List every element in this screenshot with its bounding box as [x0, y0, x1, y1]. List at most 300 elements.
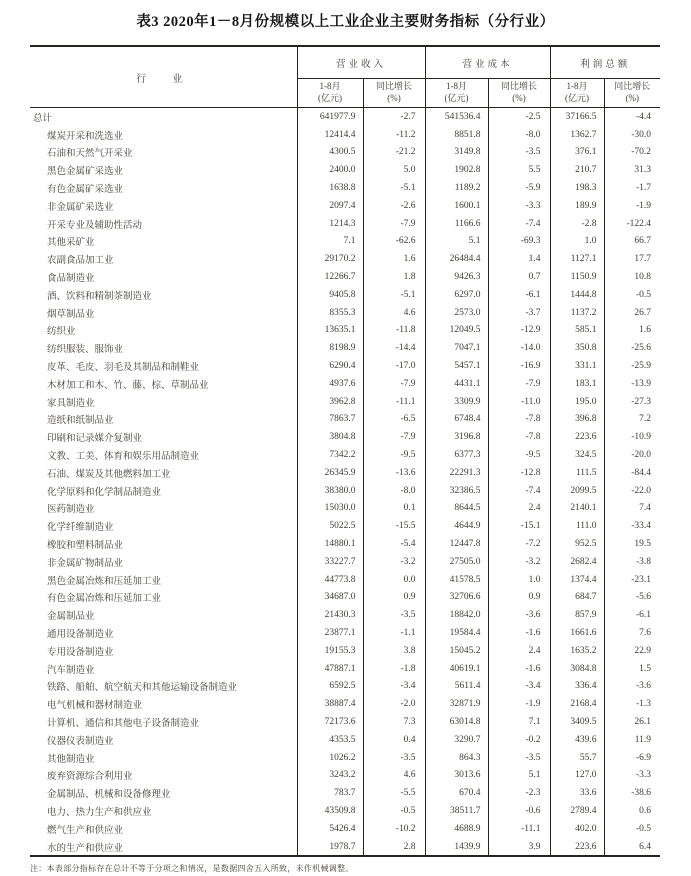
profit-growth-cell: -33.4 — [604, 517, 660, 535]
industry-name: 其他制造业 — [47, 754, 95, 765]
table-row — [30, 500, 660, 518]
cost-growth-cell: -7.8 — [488, 411, 550, 429]
revenue-growth-cell: -0.5 — [363, 802, 425, 820]
revenue-amount-cell: 3804.8 — [297, 428, 363, 446]
industry-name: 石油和天然气开采业 — [47, 149, 133, 160]
revenue-growth-cell: -11.2 — [363, 126, 425, 144]
profit-amount-cell: 2789.4 — [550, 802, 604, 820]
cost-amount-cell: 32386.5 — [425, 482, 488, 500]
revenue-amount-cell: 13635.1 — [297, 322, 363, 340]
revenue-amount-cell: 21430.3 — [297, 606, 363, 624]
cost-growth-cell: -3.3 — [488, 197, 550, 215]
profit-amount-cell: 127.0 — [550, 766, 604, 784]
table-row — [30, 517, 660, 535]
revenue-amount-cell: 641977.9 — [297, 108, 363, 126]
profit-growth-cell: -30.0 — [604, 126, 660, 144]
industry-name: 电力、热力生产和供应业 — [47, 807, 152, 818]
revenue-amount-cell: 3962.8 — [297, 393, 363, 411]
revenue-amount-cell: 29170.2 — [297, 250, 363, 268]
profit-amount-cell: 402.0 — [550, 820, 604, 838]
profit-growth-cell: 10.8 — [604, 268, 660, 286]
col-subheader-profit-growth — [604, 79, 660, 108]
revenue-growth-cell: 4.6 — [363, 304, 425, 322]
industry-name: 皮革、毛皮、羽毛及其制品和制鞋业 — [47, 363, 200, 374]
industry-name: 石油、煤炭及其他燃料加工业 — [47, 469, 171, 480]
revenue-growth-cell: -5.4 — [363, 535, 425, 553]
cost-amount-cell: 2573.0 — [425, 304, 488, 322]
revenue-growth-cell: -3.2 — [363, 553, 425, 571]
profit-amount-cell: 1444.8 — [550, 286, 604, 304]
col-header-industry: 行 业 — [30, 46, 297, 108]
cost-amount-cell: 5611.4 — [425, 678, 488, 696]
cost-amount-cell: 1189.2 — [425, 179, 488, 197]
subheader-line1: 同比增长 — [614, 81, 651, 92]
industry-name: 橡胶和塑料制品业 — [47, 541, 124, 552]
cost-growth-cell: -2.3 — [488, 784, 550, 802]
profit-amount-cell: 1635.2 — [550, 642, 604, 660]
revenue-growth-cell: 5.0 — [363, 161, 425, 179]
industry-name: 燃气生产和供应业 — [47, 825, 124, 836]
profit-amount-cell: 2682.4 — [550, 553, 604, 571]
cost-amount-cell: 4688.9 — [425, 820, 488, 838]
cost-growth-cell: -3.2 — [488, 553, 550, 571]
profit-amount-cell: 111.0 — [550, 517, 604, 535]
profit-amount-cell: 336.4 — [550, 678, 604, 696]
revenue-growth-cell: -15.5 — [363, 517, 425, 535]
table-row — [30, 108, 660, 126]
subheader-line1: 1-8月 — [319, 81, 341, 92]
cost-amount-cell: 1600.1 — [425, 197, 488, 215]
table-row — [30, 357, 660, 375]
revenue-amount-cell: 12266.7 — [297, 268, 363, 286]
profit-growth-cell: -25.6 — [604, 339, 660, 357]
profit-amount-cell: 111.5 — [550, 464, 604, 482]
table-row — [30, 233, 660, 251]
cost-growth-cell: -7.4 — [488, 482, 550, 500]
profit-amount-cell: 198.3 — [550, 179, 604, 197]
revenue-growth-cell: -17.0 — [363, 357, 425, 375]
revenue-growth-cell: -21.2 — [363, 144, 425, 162]
col-subheader-cost-growth — [488, 79, 550, 108]
cost-amount-cell: 8644.5 — [425, 500, 488, 518]
cost-amount-cell: 3290.7 — [425, 731, 488, 749]
cost-amount-cell: 19584.4 — [425, 624, 488, 642]
subheader-line2: (亿元) — [318, 93, 342, 103]
profit-amount-cell: -2.8 — [550, 215, 604, 233]
profit-amount-cell: 350.8 — [550, 339, 604, 357]
revenue-growth-cell: -3.4 — [363, 678, 425, 696]
table-row — [30, 731, 660, 749]
profit-amount-cell: 223.6 — [550, 428, 604, 446]
cost-growth-cell: -2.5 — [488, 108, 550, 126]
cost-growth-cell: -69.3 — [488, 233, 550, 251]
table-row — [30, 482, 660, 500]
cost-growth-cell: -3.5 — [488, 144, 550, 162]
industry-name: 文教、工美、体育和娱乐用品制造业 — [47, 452, 200, 463]
industry-name: 总计 — [33, 113, 53, 124]
table-row — [30, 642, 660, 660]
revenue-amount-cell: 7342.2 — [297, 446, 363, 464]
group-header-row — [30, 46, 660, 79]
industry-name: 黑色金属冶炼和压延加工业 — [47, 576, 162, 587]
table-row — [30, 286, 660, 304]
profit-growth-cell: -38.6 — [604, 784, 660, 802]
revenue-amount-cell: 8355.3 — [297, 304, 363, 322]
table-row — [30, 411, 660, 429]
revenue-amount-cell: 34687.0 — [297, 589, 363, 607]
cost-amount-cell: 4431.1 — [425, 375, 488, 393]
profit-amount-cell: 189.9 — [550, 197, 604, 215]
industry-name: 汽车制造业 — [47, 665, 95, 676]
profit-amount-cell: 857.9 — [550, 606, 604, 624]
revenue-growth-cell: -11.1 — [363, 393, 425, 411]
cost-growth-cell: -1.9 — [488, 695, 550, 713]
profit-amount-cell: 223.6 — [550, 838, 604, 857]
profit-amount-cell: 376.1 — [550, 144, 604, 162]
revenue-growth-cell: -5.1 — [363, 179, 425, 197]
profit-growth-cell: 66.7 — [604, 233, 660, 251]
col-group-total-profit: 利润总额 — [550, 46, 660, 79]
revenue-amount-cell: 4353.5 — [297, 731, 363, 749]
industry-name: 仪器仪表制造业 — [47, 736, 114, 747]
industry-name: 金属制品业 — [47, 612, 95, 623]
profit-growth-cell: -27.3 — [604, 393, 660, 411]
revenue-growth-cell: 0.4 — [363, 731, 425, 749]
table-row — [30, 553, 660, 571]
profit-amount-cell: 439.6 — [550, 731, 604, 749]
revenue-amount-cell: 7863.7 — [297, 411, 363, 429]
cost-amount-cell: 541536.4 — [425, 108, 488, 126]
cost-amount-cell: 7047.1 — [425, 339, 488, 357]
industry-name: 铁路、船舶、航空航天和其他运输设备制造业 — [47, 683, 238, 694]
revenue-amount-cell: 38887.4 — [297, 695, 363, 713]
table-row — [30, 339, 660, 357]
profit-amount-cell: 585.1 — [550, 322, 604, 340]
industry-name: 水的生产和供应业 — [47, 843, 124, 854]
cost-amount-cell: 6297.0 — [425, 286, 488, 304]
revenue-amount-cell: 43509.8 — [297, 802, 363, 820]
cost-amount-cell: 32706.6 — [425, 589, 488, 607]
subheader-line2: (%) — [625, 93, 640, 103]
revenue-amount-cell: 26345.9 — [297, 464, 363, 482]
profit-amount-cell: 33.6 — [550, 784, 604, 802]
revenue-amount-cell: 72173.6 — [297, 713, 363, 731]
table-body — [30, 108, 660, 857]
industry-name: 家具制造业 — [47, 398, 95, 409]
cost-growth-cell: -7.8 — [488, 428, 550, 446]
revenue-growth-cell: -3.5 — [363, 606, 425, 624]
subheader-line2: (亿元) — [565, 93, 590, 103]
cost-growth-cell: 1.0 — [488, 571, 550, 589]
cost-growth-cell: -14.0 — [488, 339, 550, 357]
profit-growth-cell: 26.1 — [604, 713, 660, 731]
profit-amount-cell: 1374.4 — [550, 571, 604, 589]
industry-name: 医药制造业 — [47, 505, 95, 516]
revenue-growth-cell: -7.9 — [363, 428, 425, 446]
cost-growth-cell: -15.1 — [488, 517, 550, 535]
cost-amount-cell: 22291.3 — [425, 464, 488, 482]
profit-growth-cell: -20.0 — [604, 446, 660, 464]
table-row — [30, 304, 660, 322]
col-group-operating-revenue: 营业收入 — [297, 46, 425, 79]
revenue-amount-cell: 4937.6 — [297, 375, 363, 393]
revenue-amount-cell: 1638.8 — [297, 179, 363, 197]
cost-amount-cell: 3149.8 — [425, 144, 488, 162]
subheader-line1: 同比增长 — [501, 81, 538, 92]
revenue-growth-cell: 3.8 — [363, 642, 425, 660]
revenue-growth-cell: -2.0 — [363, 695, 425, 713]
profit-amount-cell: 2168.4 — [550, 695, 604, 713]
cost-growth-cell: -3.6 — [488, 606, 550, 624]
profit-growth-cell: -13.9 — [604, 375, 660, 393]
profit-growth-cell: -10.9 — [604, 428, 660, 446]
industry-name: 食品制造业 — [47, 274, 95, 285]
cost-amount-cell: 670.4 — [425, 784, 488, 802]
industry-name: 金属制品、机械和设备修理业 — [47, 790, 171, 801]
revenue-amount-cell: 38380.0 — [297, 482, 363, 500]
table-row — [30, 749, 660, 767]
cost-amount-cell: 864.3 — [425, 749, 488, 767]
industry-name: 酒、饮料和精制茶制造业 — [47, 291, 152, 302]
revenue-amount-cell: 12414.4 — [297, 126, 363, 144]
revenue-growth-cell: -11.8 — [363, 322, 425, 340]
revenue-amount-cell: 44773.8 — [297, 571, 363, 589]
revenue-amount-cell: 8198.9 — [297, 339, 363, 357]
industry-name: 废弃资源综合利用业 — [47, 772, 133, 783]
profit-growth-cell: -5.6 — [604, 589, 660, 607]
revenue-amount-cell: 3243.2 — [297, 766, 363, 784]
revenue-growth-cell: 1.6 — [363, 250, 425, 268]
table-row — [30, 322, 660, 340]
profit-growth-cell: -23.1 — [604, 571, 660, 589]
profit-growth-cell: 6.4 — [604, 838, 660, 857]
cost-amount-cell: 1902.8 — [425, 161, 488, 179]
profit-growth-cell: 7.4 — [604, 500, 660, 518]
cost-amount-cell: 15045.2 — [425, 642, 488, 660]
cost-growth-cell: 5.1 — [488, 766, 550, 784]
profit-growth-cell: -70.2 — [604, 144, 660, 162]
profit-growth-cell: -1.7 — [604, 179, 660, 197]
cost-amount-cell: 40619.1 — [425, 660, 488, 678]
cost-growth-cell: -11.1 — [488, 820, 550, 838]
table-row — [30, 250, 660, 268]
cost-amount-cell: 3196.8 — [425, 428, 488, 446]
profit-growth-cell: -6.1 — [604, 606, 660, 624]
revenue-amount-cell: 19155.3 — [297, 642, 363, 660]
revenue-growth-cell: -6.5 — [363, 411, 425, 429]
table-row — [30, 144, 660, 162]
profit-amount-cell: 331.1 — [550, 357, 604, 375]
profit-amount-cell: 195.0 — [550, 393, 604, 411]
financial-indicators-table — [30, 45, 660, 857]
profit-amount-cell: 183.1 — [550, 375, 604, 393]
cost-growth-cell: 2.4 — [488, 642, 550, 660]
profit-growth-cell: -3.6 — [604, 678, 660, 696]
revenue-growth-cell: -2.7 — [363, 108, 425, 126]
profit-growth-cell: -3.8 — [604, 553, 660, 571]
revenue-growth-cell: -5.5 — [363, 784, 425, 802]
profit-amount-cell: 396.8 — [550, 411, 604, 429]
table-row — [30, 678, 660, 696]
cost-growth-cell: -11.0 — [488, 393, 550, 411]
cost-growth-cell: -0.6 — [488, 802, 550, 820]
profit-amount-cell: 3084.8 — [550, 660, 604, 678]
industry-name: 化学原料和化学制品制造业 — [47, 487, 162, 498]
revenue-growth-cell: 1.8 — [363, 268, 425, 286]
profit-growth-cell: 17.7 — [604, 250, 660, 268]
cost-amount-cell: 12049.5 — [425, 322, 488, 340]
industry-name: 有色金属矿采选业 — [47, 185, 124, 196]
industry-name: 黑色金属矿采选业 — [47, 167, 124, 178]
col-subheader-profit-amount — [550, 79, 604, 108]
table-row — [30, 197, 660, 215]
profit-amount-cell: 1150.9 — [550, 268, 604, 286]
industry-name: 非金属矿物制品业 — [47, 558, 124, 569]
industry-name: 通用设备制造业 — [47, 630, 114, 640]
profit-growth-cell: -6.9 — [604, 749, 660, 767]
cost-amount-cell: 18842.0 — [425, 606, 488, 624]
profit-growth-cell: 1.5 — [604, 660, 660, 678]
cost-amount-cell: 5457.1 — [425, 357, 488, 375]
revenue-amount-cell: 47887.1 — [297, 660, 363, 678]
table-row — [30, 375, 660, 393]
col-subheader-revenue-growth — [363, 79, 425, 108]
profit-amount-cell: 1137.2 — [550, 304, 604, 322]
revenue-amount-cell: 9405.8 — [297, 286, 363, 304]
industry-name: 印刷和记录媒介复制业 — [47, 434, 143, 445]
revenue-amount-cell: 4300.5 — [297, 144, 363, 162]
revenue-growth-cell: -7.9 — [363, 375, 425, 393]
cost-growth-cell: -7.9 — [488, 375, 550, 393]
revenue-amount-cell: 2400.0 — [297, 161, 363, 179]
table-header — [30, 46, 660, 108]
revenue-growth-cell: 7.3 — [363, 713, 425, 731]
cost-amount-cell: 27505.0 — [425, 553, 488, 571]
cost-growth-cell: 5.5 — [488, 161, 550, 179]
revenue-amount-cell: 23877.1 — [297, 624, 363, 642]
cost-growth-cell: -1.6 — [488, 660, 550, 678]
table-row — [30, 571, 660, 589]
subheader-line1: 同比增长 — [376, 81, 413, 92]
cost-growth-cell: -6.1 — [488, 286, 550, 304]
revenue-growth-cell: -9.5 — [363, 446, 425, 464]
revenue-amount-cell: 783.7 — [297, 784, 363, 802]
revenue-amount-cell: 2097.4 — [297, 197, 363, 215]
table-row — [30, 820, 660, 838]
subheader-line1: 1-8月 — [446, 81, 468, 92]
profit-growth-cell: -0.5 — [604, 286, 660, 304]
cost-amount-cell: 9426.3 — [425, 268, 488, 286]
industry-name: 计算机、通信和其他电子设备制造业 — [47, 718, 200, 729]
profit-amount-cell: 2099.5 — [550, 482, 604, 500]
profit-amount-cell: 952.5 — [550, 535, 604, 553]
cost-amount-cell: 6377.3 — [425, 446, 488, 464]
cost-amount-cell: 41578.5 — [425, 571, 488, 589]
revenue-amount-cell: 33227.7 — [297, 553, 363, 571]
table-row — [30, 766, 660, 784]
revenue-growth-cell: 0.1 — [363, 500, 425, 518]
profit-growth-cell: 7.6 — [604, 624, 660, 642]
revenue-amount-cell: 1978.7 — [297, 838, 363, 857]
col-subheader-cost-amount — [425, 79, 488, 108]
profit-growth-cell: 26.7 — [604, 304, 660, 322]
revenue-amount-cell: 15030.0 — [297, 500, 363, 518]
table-row — [30, 606, 660, 624]
profit-growth-cell: 1.6 — [604, 322, 660, 340]
profit-growth-cell: 22.9 — [604, 642, 660, 660]
table-row — [30, 802, 660, 820]
revenue-growth-cell: -10.2 — [363, 820, 425, 838]
cost-growth-cell: -7.2 — [488, 535, 550, 553]
industry-name: 纺织业 — [47, 327, 76, 338]
cost-growth-cell: 3.9 — [488, 838, 550, 857]
cost-growth-cell: 0.9 — [488, 589, 550, 607]
revenue-growth-cell: -7.9 — [363, 215, 425, 233]
subheader-line1: 1-8月 — [566, 81, 588, 92]
table-row — [30, 695, 660, 713]
cost-growth-cell: -7.4 — [488, 215, 550, 233]
cost-growth-cell: -3.4 — [488, 678, 550, 696]
profit-growth-cell: -1.3 — [604, 695, 660, 713]
cost-growth-cell: -5.9 — [488, 179, 550, 197]
profit-growth-cell: -22.0 — [604, 482, 660, 500]
cost-growth-cell: -16.9 — [488, 357, 550, 375]
revenue-growth-cell: 4.6 — [363, 766, 425, 784]
industry-name: 非金属矿采选业 — [47, 202, 114, 213]
table-row — [30, 428, 660, 446]
profit-amount-cell: 210.7 — [550, 161, 604, 179]
cost-amount-cell: 63014.8 — [425, 713, 488, 731]
subheader-line2: (%) — [387, 93, 401, 103]
profit-growth-cell: -4.4 — [604, 108, 660, 126]
revenue-growth-cell: -14.4 — [363, 339, 425, 357]
industry-name: 电气机械和器材制造业 — [47, 701, 143, 712]
col-subheader-revenue-amount — [297, 79, 363, 108]
revenue-amount-cell: 6592.5 — [297, 678, 363, 696]
profit-growth-cell: 7.2 — [604, 411, 660, 429]
revenue-amount-cell: 14880.1 — [297, 535, 363, 553]
profit-growth-cell: -25.9 — [604, 357, 660, 375]
profit-growth-cell: 31.3 — [604, 161, 660, 179]
cost-amount-cell: 6748.4 — [425, 411, 488, 429]
cost-growth-cell: -12.8 — [488, 464, 550, 482]
cost-growth-cell: -0.2 — [488, 731, 550, 749]
cost-growth-cell: -9.5 — [488, 446, 550, 464]
revenue-growth-cell: 2.8 — [363, 838, 425, 857]
cost-amount-cell: 1166.6 — [425, 215, 488, 233]
revenue-amount-cell: 5426.4 — [297, 820, 363, 838]
revenue-growth-cell: -62.6 — [363, 233, 425, 251]
industry-name: 木材加工和木、竹、藤、棕、草制品业 — [47, 380, 209, 391]
profit-amount-cell: 55.7 — [550, 749, 604, 767]
profit-amount-cell: 1661.6 — [550, 624, 604, 642]
profit-growth-cell: 0.6 — [604, 802, 660, 820]
table-row — [30, 161, 660, 179]
cost-growth-cell: -3.7 — [488, 304, 550, 322]
cost-amount-cell: 8851.8 — [425, 126, 488, 144]
industry-name: 开采专业及辅助性活动 — [47, 220, 143, 231]
revenue-amount-cell: 1026.2 — [297, 749, 363, 767]
revenue-growth-cell: -3.5 — [363, 749, 425, 767]
profit-amount-cell: 3409.5 — [550, 713, 604, 731]
profit-amount-cell: 2140.1 — [550, 500, 604, 518]
cost-amount-cell: 32871.9 — [425, 695, 488, 713]
industry-name: 烟草制品业 — [47, 309, 95, 320]
revenue-growth-cell: -1.1 — [363, 624, 425, 642]
table-row — [30, 784, 660, 802]
profit-amount-cell: 1127.1 — [550, 250, 604, 268]
cost-growth-cell: 2.4 — [488, 500, 550, 518]
